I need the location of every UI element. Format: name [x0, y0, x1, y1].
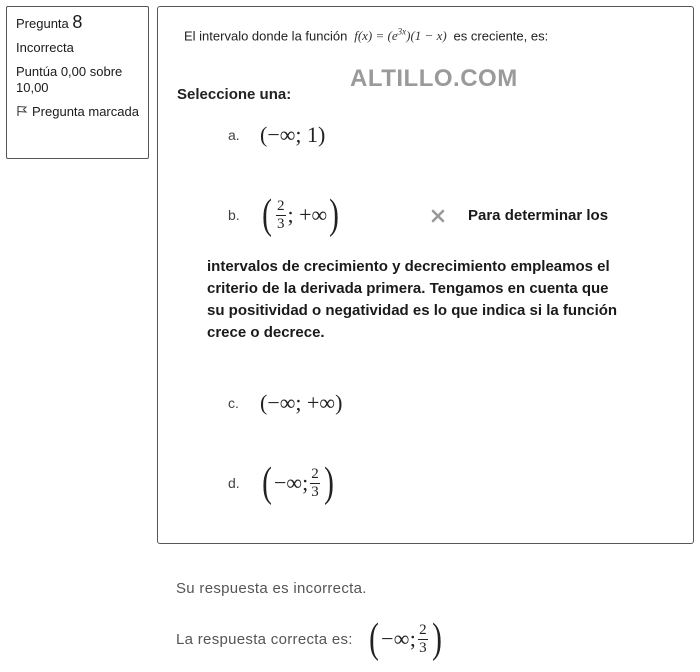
answer-prompt: Seleccione una: — [177, 86, 292, 103]
option-letter: b. — [228, 207, 240, 223]
question-number: Pregunta 8 — [16, 12, 83, 32]
option-letter: d. — [228, 475, 240, 491]
option-letter: a. — [228, 127, 240, 143]
option-d[interactable] — [228, 462, 336, 504]
result-message: Su respuesta es incorrecta. — [176, 580, 367, 597]
flag-icon — [16, 105, 28, 117]
option-c[interactable] — [228, 390, 342, 416]
feedback-explanation: intervalos de crecimiento y decrecimiento empleamos el criterio de la derivada primera. Tengamos en cuenta que su positividad o negatividad es lo que indica si la función crece o decrece. — [207, 258, 618, 341]
question-info-panel — [6, 6, 149, 159]
feedback-inline: Para determinar los — [430, 207, 608, 224]
question-status: Incorrecta — [16, 40, 74, 55]
correct-answer-value: ( −∞; $\frac{2}{3}$ ) — [368, 616, 443, 662]
question-score: Puntúa 0,00 sobre 10,00 — [16, 64, 123, 95]
option-a[interactable] — [228, 122, 325, 148]
option-value: ( $\frac{2}{3}$ ; +∞ ) — [262, 192, 340, 238]
question-text: El intervalo donde la función $f(x) = (e^{3x})(1 - x)$ es creciente, es: — [184, 27, 549, 44]
incorrect-icon — [430, 208, 446, 224]
option-value: ( −∞; $\frac{2}{3}$ ) — [262, 460, 334, 506]
option-b[interactable] — [228, 194, 341, 236]
flag-question-toggle[interactable]: Pregunta marcada — [16, 104, 139, 120]
question-formula: $f(x) = (e^{3x})(1 - x)$ — [350, 27, 450, 44]
option-letter: c. — [228, 395, 239, 411]
option-value: (−∞; +∞) — [260, 390, 343, 415]
question-content-panel — [157, 6, 694, 544]
correct-answer — [176, 618, 444, 660]
watermark: ALTILLO.COM — [350, 65, 518, 92]
option-value: (−∞; 1) — [260, 122, 326, 147]
correct-answer-label: La respuesta correcta es: — [176, 630, 353, 648]
